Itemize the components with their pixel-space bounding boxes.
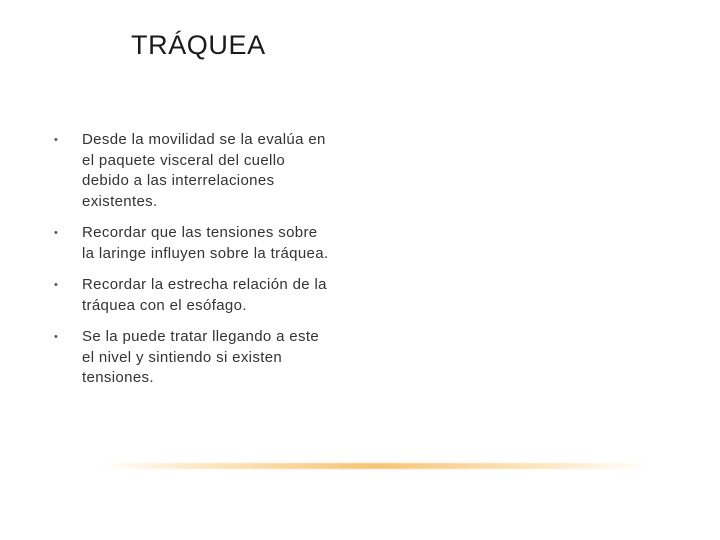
- bullet-text: Recordar la estrecha relación de la tráquea con el esófago.: [82, 276, 327, 314]
- bullet-item: [54, 275, 334, 316]
- bullet-marker: •: [54, 331, 59, 343]
- decorative-divider: [100, 463, 648, 469]
- bullet-text: Recordar que las tensiones sobre la laringe influyen sobre la tráquea.: [82, 224, 329, 262]
- bullet-marker: •: [54, 279, 59, 291]
- bullet-item: [54, 327, 334, 389]
- slide-title: TRÁQUEA: [131, 30, 266, 60]
- bullet-marker: •: [54, 227, 59, 239]
- bullet-text: Desde la movilidad se la evalúa en el paquete visceral del cuello debido a las interrelaciones existentes.: [82, 131, 326, 210]
- bullet-text: Se la puede tratar llegando a este el nivel y sintiendo si existen tensiones.: [82, 328, 320, 386]
- bullet-item: [54, 130, 334, 212]
- bullet-item: [54, 223, 334, 264]
- bullet-list: [54, 130, 334, 400]
- bullet-marker: •: [54, 134, 59, 146]
